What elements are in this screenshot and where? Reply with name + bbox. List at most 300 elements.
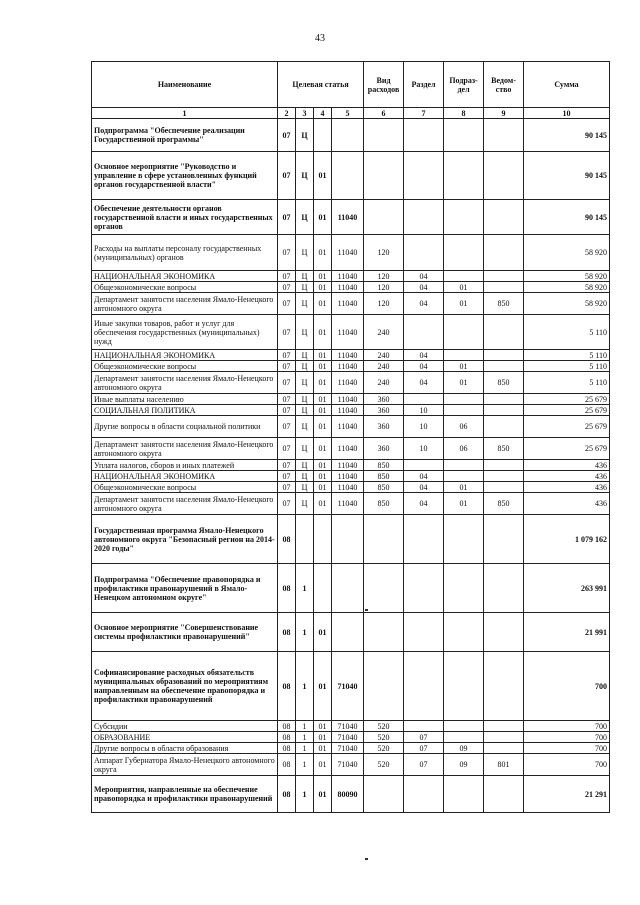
row-activity-code: 01 — [314, 235, 332, 271]
row-name: Общеэкономические вопросы — [92, 282, 278, 293]
row-subprogram-code: Ц — [296, 471, 314, 482]
row-section: 07 — [404, 754, 444, 776]
row-subprogram-code: 1 — [296, 732, 314, 743]
row-section — [404, 721, 444, 732]
row-program-code: 07 — [278, 372, 296, 394]
row-subsection: 01 — [444, 372, 484, 394]
row-subsection — [444, 515, 484, 564]
row-subsection: 01 — [444, 482, 484, 493]
row-name: Департамент занятости населения Ямало-Ненецкого автономного округа — [92, 372, 278, 394]
row-department — [484, 515, 524, 564]
row-department — [484, 350, 524, 361]
table-row — [92, 293, 610, 315]
row-name: ОБРАЗОВАНИЕ — [92, 732, 278, 743]
row-subsection — [444, 564, 484, 613]
row-name: Департамент занятости населения Ямало-Ненецкого автономного округа — [92, 438, 278, 460]
row-activity-code: 01 — [314, 350, 332, 361]
row-subprogram-code: Ц — [296, 482, 314, 493]
row-expense-type: 520 — [364, 721, 404, 732]
row-subsection: 01 — [444, 361, 484, 372]
row-name: Софинансирование расходных обязательств муниципальных образований по мероприятиям направленным на обеспечение правопорядка и профилактики правонарушений — [92, 652, 278, 721]
row-expense-type: 850 — [364, 493, 404, 515]
row-subsection: 01 — [444, 282, 484, 293]
row-program-code: 07 — [278, 350, 296, 361]
row-direction-code — [332, 564, 364, 613]
row-name: НАЦИОНАЛЬНАЯ ЭКОНОМИКА — [92, 350, 278, 361]
row-subsection — [444, 271, 484, 282]
row-section: 07 — [404, 732, 444, 743]
row-expense-type: 360 — [364, 405, 404, 416]
col-num: 4 — [314, 108, 332, 119]
row-department — [484, 460, 524, 471]
row-direction-code: 11040 — [332, 361, 364, 372]
row-subsection: 06 — [444, 416, 484, 438]
row-name: НАЦИОНАЛЬНАЯ ЭКОНОМИКА — [92, 271, 278, 282]
row-section — [404, 564, 444, 613]
table-row — [92, 471, 610, 482]
row-sum: 5 110 — [524, 350, 610, 361]
row-expense-type: 360 — [364, 394, 404, 405]
row-section — [404, 652, 444, 721]
row-subprogram-code: Ц — [296, 372, 314, 394]
row-subsection — [444, 315, 484, 350]
scan-mark — [365, 609, 368, 611]
row-sum: 700 — [524, 721, 610, 732]
row-program-code: 08 — [278, 613, 296, 652]
row-expense-type: 520 — [364, 754, 404, 776]
column-number-row — [92, 108, 610, 119]
row-expense-type — [364, 564, 404, 613]
row-program-code: 07 — [278, 482, 296, 493]
row-section — [404, 460, 444, 471]
row-activity-code: 01 — [314, 732, 332, 743]
row-expense-type: 360 — [364, 438, 404, 460]
row-sum: 58 920 — [524, 282, 610, 293]
row-activity-code: 01 — [314, 200, 332, 235]
col-num: 10 — [524, 108, 610, 119]
row-direction-code: 71040 — [332, 732, 364, 743]
row-department: 850 — [484, 372, 524, 394]
row-activity-code: 01 — [314, 721, 332, 732]
row-department — [484, 235, 524, 271]
row-name: Другие вопросы в области социальной политики — [92, 416, 278, 438]
table-row — [92, 515, 610, 564]
row-sum: 58 920 — [524, 235, 610, 271]
row-subsection — [444, 119, 484, 152]
row-subprogram-code: Ц — [296, 394, 314, 405]
row-program-code: 07 — [278, 460, 296, 471]
row-activity-code: 01 — [314, 438, 332, 460]
row-subsection — [444, 350, 484, 361]
table-row — [92, 754, 610, 776]
row-subprogram-code: 1 — [296, 743, 314, 754]
row-program-code: 07 — [278, 394, 296, 405]
row-subprogram-code: 1 — [296, 564, 314, 613]
row-expense-type: 360 — [364, 416, 404, 438]
row-section — [404, 776, 444, 813]
row-subprogram-code: Ц — [296, 282, 314, 293]
row-program-code: 07 — [278, 152, 296, 200]
row-activity-code — [314, 515, 332, 564]
row-activity-code: 01 — [314, 743, 332, 754]
row-department: 850 — [484, 293, 524, 315]
row-section: 04 — [404, 493, 444, 515]
row-subprogram-code — [296, 515, 314, 564]
row-subprogram-code: Ц — [296, 271, 314, 282]
header-target: Целевая статья — [278, 62, 364, 108]
row-sum: 436 — [524, 482, 610, 493]
row-program-code: 08 — [278, 652, 296, 721]
row-department — [484, 652, 524, 721]
row-subsection: 01 — [444, 493, 484, 515]
table-row — [92, 315, 610, 350]
row-section — [404, 613, 444, 652]
row-section: 04 — [404, 471, 444, 482]
row-program-code: 07 — [278, 416, 296, 438]
row-sum: 21 291 — [524, 776, 610, 813]
row-expense-type — [364, 200, 404, 235]
row-subprogram-code: Ц — [296, 438, 314, 460]
row-department — [484, 315, 524, 350]
row-expense-type — [364, 515, 404, 564]
header-vid: Вид расходов — [364, 62, 404, 108]
row-direction-code: 11040 — [332, 493, 364, 515]
row-sum: 25 679 — [524, 438, 610, 460]
row-activity-code: 01 — [314, 416, 332, 438]
row-program-code: 08 — [278, 564, 296, 613]
row-activity-code: 01 — [314, 361, 332, 372]
row-program-code: 07 — [278, 405, 296, 416]
table-row — [92, 613, 610, 652]
row-direction-code: 71040 — [332, 754, 364, 776]
row-department — [484, 471, 524, 482]
row-program-code: 07 — [278, 471, 296, 482]
row-subsection — [444, 721, 484, 732]
row-department — [484, 271, 524, 282]
row-activity-code: 01 — [314, 293, 332, 315]
row-sum: 25 679 — [524, 394, 610, 405]
row-direction-code: 11040 — [332, 293, 364, 315]
row-activity-code — [314, 564, 332, 613]
row-expense-type: 850 — [364, 482, 404, 493]
row-section — [404, 235, 444, 271]
row-subsection: 01 — [444, 293, 484, 315]
row-activity-code: 01 — [314, 394, 332, 405]
row-activity-code: 01 — [314, 613, 332, 652]
header-podrazdel: Подраз-дел — [444, 62, 484, 108]
row-section: 04 — [404, 361, 444, 372]
table-row — [92, 776, 610, 813]
row-subprogram-code: Ц — [296, 315, 314, 350]
row-expense-type: 520 — [364, 732, 404, 743]
table-row — [92, 271, 610, 282]
row-program-code: 07 — [278, 493, 296, 515]
row-subprogram-code: 1 — [296, 776, 314, 813]
row-sum: 25 679 — [524, 405, 610, 416]
row-direction-code: 11040 — [332, 200, 364, 235]
row-department — [484, 361, 524, 372]
row-expense-type: 240 — [364, 372, 404, 394]
row-department — [484, 119, 524, 152]
row-subsection: 09 — [444, 754, 484, 776]
row-sum: 263 991 — [524, 564, 610, 613]
header-vedomstvo: Ведом-ство — [484, 62, 524, 108]
row-direction-code — [332, 119, 364, 152]
table-row — [92, 119, 610, 152]
row-subprogram-code: Ц — [296, 200, 314, 235]
row-name: Расходы на выплаты персоналу государственных (муниципальных) органов — [92, 235, 278, 271]
row-name: Иные выплаты населению — [92, 394, 278, 405]
row-department — [484, 721, 524, 732]
col-num: 9 — [484, 108, 524, 119]
row-expense-type — [364, 613, 404, 652]
row-department — [484, 743, 524, 754]
row-expense-type — [364, 652, 404, 721]
row-direction-code — [332, 152, 364, 200]
row-sum: 436 — [524, 493, 610, 515]
row-section: 10 — [404, 416, 444, 438]
row-activity-code: 01 — [314, 652, 332, 721]
row-direction-code: 11040 — [332, 372, 364, 394]
row-direction-code: 80090 — [332, 776, 364, 813]
row-activity-code: 01 — [314, 493, 332, 515]
row-direction-code: 11040 — [332, 416, 364, 438]
row-section — [404, 315, 444, 350]
row-sum: 21 991 — [524, 613, 610, 652]
table-row — [92, 564, 610, 613]
row-section: 04 — [404, 282, 444, 293]
row-subprogram-code: Ц — [296, 350, 314, 361]
row-name: СОЦИАЛЬНАЯ ПОЛИТИКА — [92, 405, 278, 416]
row-name: Субсидии — [92, 721, 278, 732]
row-direction-code: 71040 — [332, 652, 364, 721]
row-department — [484, 394, 524, 405]
row-program-code: 07 — [278, 235, 296, 271]
table-row — [92, 416, 610, 438]
col-num: 5 — [332, 108, 364, 119]
table-row — [92, 361, 610, 372]
row-department — [484, 482, 524, 493]
row-name: Подпрограмма "Обеспечение реализации Государственной программы" — [92, 119, 278, 152]
row-name: Общеэкономические вопросы — [92, 482, 278, 493]
row-direction-code: 11040 — [332, 394, 364, 405]
row-section: 10 — [404, 438, 444, 460]
table-row — [92, 405, 610, 416]
row-program-code: 08 — [278, 776, 296, 813]
header-row — [92, 62, 610, 108]
row-activity-code: 01 — [314, 482, 332, 493]
row-sum: 700 — [524, 754, 610, 776]
table-row — [92, 732, 610, 743]
row-subprogram-code: 1 — [296, 754, 314, 776]
table-row — [92, 152, 610, 200]
row-direction-code: 71040 — [332, 743, 364, 754]
row-sum: 700 — [524, 743, 610, 754]
row-expense-type — [364, 776, 404, 813]
row-program-code: 07 — [278, 361, 296, 372]
row-direction-code: 11040 — [332, 460, 364, 471]
row-sum: 700 — [524, 732, 610, 743]
row-name: Уплата налогов, сборов и иных платежей — [92, 460, 278, 471]
table-row — [92, 721, 610, 732]
row-subprogram-code: 1 — [296, 721, 314, 732]
row-subprogram-code: Ц — [296, 152, 314, 200]
row-activity-code: 01 — [314, 372, 332, 394]
row-section: 07 — [404, 743, 444, 754]
row-activity-code — [314, 119, 332, 152]
row-subprogram-code: Ц — [296, 235, 314, 271]
row-department — [484, 282, 524, 293]
row-department — [484, 564, 524, 613]
row-program-code: 07 — [278, 293, 296, 315]
row-name: Основное мероприятие "Руководство и управление в сфере установленных функций органов государственной власти" — [92, 152, 278, 200]
row-subprogram-code: Ц — [296, 119, 314, 152]
row-expense-type — [364, 119, 404, 152]
row-expense-type: 120 — [364, 235, 404, 271]
row-subprogram-code: Ц — [296, 416, 314, 438]
header-name: Наименование — [92, 62, 278, 108]
row-sum: 1 079 162 — [524, 515, 610, 564]
table-row — [92, 372, 610, 394]
row-subsection — [444, 776, 484, 813]
row-program-code: 07 — [278, 282, 296, 293]
row-name: Государственная программа Ямало-Ненецкого автономного округа "Безопасный регион на 2014-2020 годы" — [92, 515, 278, 564]
row-subsection: 09 — [444, 743, 484, 754]
row-activity-code: 01 — [314, 271, 332, 282]
row-direction-code: 11040 — [332, 438, 364, 460]
row-department — [484, 416, 524, 438]
row-subsection: 06 — [444, 438, 484, 460]
table-row — [92, 438, 610, 460]
row-expense-type: 240 — [364, 361, 404, 372]
col-num: 2 — [278, 108, 296, 119]
row-activity-code: 01 — [314, 315, 332, 350]
row-direction-code — [332, 515, 364, 564]
row-sum: 90 145 — [524, 200, 610, 235]
table-row — [92, 200, 610, 235]
row-section: 04 — [404, 372, 444, 394]
row-name: Департамент занятости населения Ямало-Ненецкого автономного округа — [92, 493, 278, 515]
row-program-code: 08 — [278, 743, 296, 754]
row-program-code: 07 — [278, 438, 296, 460]
row-activity-code: 01 — [314, 405, 332, 416]
row-expense-type: 850 — [364, 471, 404, 482]
row-subprogram-code: Ц — [296, 460, 314, 471]
col-num: 3 — [296, 108, 314, 119]
row-subprogram-code: Ц — [296, 293, 314, 315]
col-num: 1 — [92, 108, 278, 119]
row-direction-code: 11040 — [332, 405, 364, 416]
row-sum: 5 110 — [524, 361, 610, 372]
row-section — [404, 152, 444, 200]
row-department: 850 — [484, 438, 524, 460]
row-subsection — [444, 235, 484, 271]
row-subsection — [444, 460, 484, 471]
row-program-code: 08 — [278, 721, 296, 732]
row-section — [404, 394, 444, 405]
row-activity-code: 01 — [314, 152, 332, 200]
row-sum: 5 110 — [524, 372, 610, 394]
row-subsection — [444, 200, 484, 235]
row-section: 04 — [404, 482, 444, 493]
row-name: Основное мероприятие "Совершенствование системы профилактики правонарушений" — [92, 613, 278, 652]
page-number: 43 — [315, 33, 325, 44]
row-name: Мероприятия, направленные на обеспечение правопорядка и профилактики правонарушений — [92, 776, 278, 813]
header-razdel: Раздел — [404, 62, 444, 108]
row-direction-code: 11040 — [332, 315, 364, 350]
row-direction-code: 71040 — [332, 721, 364, 732]
row-program-code: 08 — [278, 732, 296, 743]
row-sum: 436 — [524, 471, 610, 482]
row-activity-code: 01 — [314, 460, 332, 471]
row-name: Обеспечение деятельности органов государственной власти и иных государственных органов — [92, 200, 278, 235]
table-row — [92, 743, 610, 754]
row-department — [484, 613, 524, 652]
header-sum: Сумма — [524, 62, 610, 108]
row-name: Иные закупки товаров, работ и услуг для обеспечения государственных (муниципальных) нужд — [92, 315, 278, 350]
row-expense-type — [364, 152, 404, 200]
row-section: 04 — [404, 293, 444, 315]
row-section — [404, 515, 444, 564]
row-direction-code: 11040 — [332, 350, 364, 361]
row-department — [484, 405, 524, 416]
row-subprogram-code: 1 — [296, 652, 314, 721]
row-expense-type: 120 — [364, 293, 404, 315]
row-name: Другие вопросы в области образования — [92, 743, 278, 754]
row-name: Департамент занятости населения Ямало-Ненецкого автономного округа — [92, 293, 278, 315]
row-subsection — [444, 732, 484, 743]
row-name: НАЦИОНАЛЬНАЯ ЭКОНОМИКА — [92, 471, 278, 482]
table-row — [92, 394, 610, 405]
row-section: 04 — [404, 350, 444, 361]
row-sum: 5 110 — [524, 315, 610, 350]
row-subsection — [444, 394, 484, 405]
table-row — [92, 460, 610, 471]
table-body — [92, 119, 610, 813]
row-expense-type: 520 — [364, 743, 404, 754]
table-row — [92, 482, 610, 493]
scan-mark — [365, 858, 368, 860]
row-program-code: 07 — [278, 200, 296, 235]
col-num: 6 — [364, 108, 404, 119]
row-expense-type: 120 — [364, 271, 404, 282]
row-direction-code: 11040 — [332, 235, 364, 271]
row-department: 850 — [484, 493, 524, 515]
row-program-code: 08 — [278, 754, 296, 776]
row-subsection — [444, 652, 484, 721]
row-sum: 25 679 — [524, 416, 610, 438]
row-program-code: 07 — [278, 315, 296, 350]
row-department — [484, 152, 524, 200]
row-subprogram-code: Ц — [296, 361, 314, 372]
row-sum: 700 — [524, 652, 610, 721]
row-section: 10 — [404, 405, 444, 416]
budget-table — [91, 61, 610, 813]
row-expense-type: 240 — [364, 315, 404, 350]
row-subsection — [444, 613, 484, 652]
row-sum: 58 920 — [524, 271, 610, 282]
row-direction-code: 11040 — [332, 271, 364, 282]
row-subsection — [444, 152, 484, 200]
row-department — [484, 200, 524, 235]
row-sum: 90 145 — [524, 119, 610, 152]
row-direction-code: 11040 — [332, 471, 364, 482]
row-name: Аппарат Губернатора Ямало-Ненецкого автономного округа — [92, 754, 278, 776]
row-direction-code: 11040 — [332, 482, 364, 493]
row-name: Подпрограмма "Обеспечение правопорядка и профилактики правонарушений в Ямало-Ненецком автономном округе" — [92, 564, 278, 613]
row-expense-type: 240 — [364, 350, 404, 361]
row-department — [484, 732, 524, 743]
